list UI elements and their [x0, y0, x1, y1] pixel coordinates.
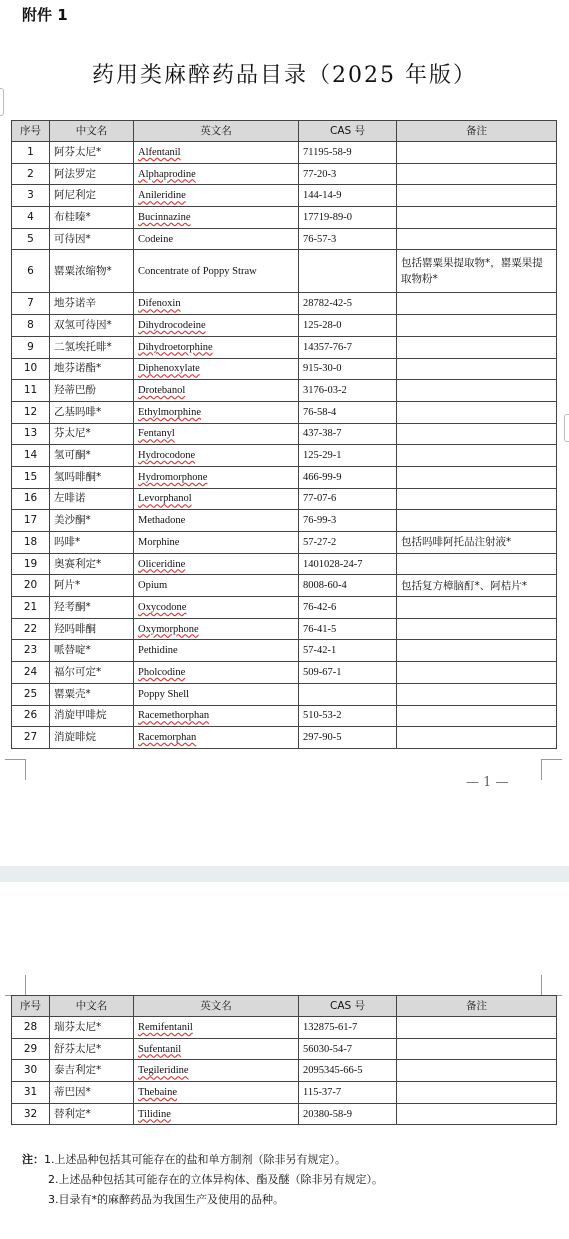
cell-cas: 125-29-1 — [299, 445, 397, 467]
cell-english-name — [134, 185, 299, 207]
cell-note — [397, 142, 557, 164]
cell-index: 17 — [12, 510, 50, 532]
cell-note: 包括复方樟脑酊*、阿桔片* — [397, 575, 557, 597]
cell-english-name — [134, 1082, 299, 1104]
col-header-note: 备注 — [397, 121, 557, 142]
cell-english-name — [134, 1103, 299, 1125]
cell-note — [397, 401, 557, 423]
cell-chinese-name: 地芬诺辛 — [50, 293, 134, 315]
cell-english-name: Opium — [134, 575, 299, 597]
table-row — [12, 1017, 557, 1039]
page-corner-mark — [5, 975, 26, 996]
english-name-text: Oxymorphone — [138, 623, 199, 635]
english-name-text: Hydromorphone — [138, 471, 208, 483]
cell-index: 12 — [12, 401, 50, 423]
cell-english-name — [134, 315, 299, 337]
cell-cas: 466-99-9 — [299, 466, 397, 488]
cell-english-name: Concentrate of Poppy Straw — [134, 250, 299, 293]
cell-cas: 125-28-0 — [299, 315, 397, 337]
cell-chinese-name: 奥赛利定* — [50, 553, 134, 575]
cell-english-name — [134, 618, 299, 640]
english-name-text: Difenoxin — [138, 298, 181, 310]
cell-english-name — [134, 142, 299, 164]
col-header-cas: CAS 号 — [299, 996, 397, 1017]
english-name-text: Oxycodone — [138, 601, 187, 613]
cell-cas: 3176-03-2 — [299, 380, 397, 402]
table-row — [12, 618, 557, 640]
cell-cas: 17719-89-0 — [299, 207, 397, 229]
attachment-label: 附件 1 — [22, 6, 68, 24]
cell-cas: 437-38-7 — [299, 423, 397, 445]
cell-chinese-name: 泰吉利定* — [50, 1060, 134, 1082]
cell-index: 2 — [12, 163, 50, 185]
cell-note — [397, 553, 557, 575]
cell-note — [397, 315, 557, 337]
cell-index: 7 — [12, 293, 50, 315]
cell-english-name — [134, 488, 299, 510]
cell-chinese-name: 罂粟壳* — [50, 683, 134, 705]
cell-note — [397, 185, 557, 207]
cell-english-name — [134, 336, 299, 358]
col-header-cas: CAS 号 — [299, 121, 397, 142]
cell-chinese-name: 消旋甲啡烷 — [50, 705, 134, 727]
cell-index: 26 — [12, 705, 50, 727]
page-corner-mark — [541, 975, 562, 996]
cell-english-name — [134, 705, 299, 727]
cell-note: 包括罂粟果提取物*，罂粟果提取物粉* — [397, 250, 557, 293]
cell-cas: 20380-58-9 — [299, 1103, 397, 1125]
cell-english-name: Morphine — [134, 532, 299, 554]
cell-index: 8 — [12, 315, 50, 337]
cell-note — [397, 1038, 557, 1060]
cell-index: 19 — [12, 553, 50, 575]
col-header-note: 备注 — [397, 996, 557, 1017]
cell-cas: 76-58-4 — [299, 401, 397, 423]
english-name-text: Dihydroetorphine — [138, 341, 213, 353]
cell-index: 1 — [12, 142, 50, 164]
right-margin-marker — [564, 414, 569, 442]
cell-note — [397, 380, 557, 402]
cell-index: 24 — [12, 662, 50, 684]
cell-english-name — [134, 293, 299, 315]
cell-cas: 8008-60-4 — [299, 575, 397, 597]
table-row — [12, 293, 557, 315]
cell-english-name — [134, 358, 299, 380]
cell-cas: 297-90-5 — [299, 727, 397, 749]
cell-index: 18 — [12, 532, 50, 554]
cell-english-name — [134, 597, 299, 619]
english-name-text: Fentanyl — [138, 428, 175, 440]
cell-note — [397, 163, 557, 185]
english-name-text: Hydrocodone — [138, 450, 196, 462]
cell-cas: 76-57-3 — [299, 228, 397, 250]
english-name-text: Tilidine — [138, 1108, 171, 1120]
english-name-text: Levorphanol — [138, 493, 192, 505]
cell-index: 10 — [12, 358, 50, 380]
cell-chinese-name: 芬太尼* — [50, 423, 134, 445]
table-header-row — [12, 121, 557, 142]
cell-chinese-name: 福尔可定* — [50, 662, 134, 684]
cell-chinese-name: 舒芬太尼* — [50, 1038, 134, 1060]
cell-chinese-name: 阿法罗定 — [50, 163, 134, 185]
table-row — [12, 553, 557, 575]
english-name-text: Thebaine — [138, 1086, 178, 1098]
page-corner-mark — [541, 759, 562, 780]
cell-chinese-name: 罂粟浓缩物* — [50, 250, 134, 293]
table-row — [12, 380, 557, 402]
cell-note — [397, 1060, 557, 1082]
cell-english-name — [134, 401, 299, 423]
table-row — [12, 532, 557, 554]
cell-cas: 28782-42-5 — [299, 293, 397, 315]
cell-note — [397, 618, 557, 640]
cell-note — [397, 423, 557, 445]
cell-chinese-name: 蒂巴因* — [50, 1082, 134, 1104]
cell-cas: 76-99-3 — [299, 510, 397, 532]
note-text: 2.上述品种包括其可能存在的立体异构体、酯及醚（除非另有规定）。 — [48, 1173, 383, 1186]
cell-index: 14 — [12, 445, 50, 467]
cell-chinese-name: 可待因* — [50, 228, 134, 250]
cell-index: 9 — [12, 336, 50, 358]
cell-english-name — [134, 163, 299, 185]
cell-index: 29 — [12, 1038, 50, 1060]
cell-index: 13 — [12, 423, 50, 445]
drug-table-page-2 — [11, 995, 557, 1125]
cell-english-name — [134, 662, 299, 684]
cell-note — [397, 597, 557, 619]
english-name-text: Bucinnazine — [138, 211, 191, 223]
cell-chinese-name: 消旋啡烷 — [50, 727, 134, 749]
cell-chinese-name: 羟蒂巴酚 — [50, 380, 134, 402]
cell-chinese-name: 替利定* — [50, 1103, 134, 1125]
cell-chinese-name: 地芬诺酯* — [50, 358, 134, 380]
cell-index: 32 — [12, 1103, 50, 1125]
cell-note — [397, 228, 557, 250]
cell-chinese-name: 布桂嗪* — [50, 207, 134, 229]
english-name-text: Remifentanil — [138, 1021, 193, 1033]
english-name-text: Anileridine — [138, 190, 186, 202]
cell-chinese-name: 乙基吗啡* — [50, 401, 134, 423]
note-line — [22, 1150, 383, 1170]
note-line — [22, 1190, 383, 1210]
cell-note — [397, 336, 557, 358]
cell-note — [397, 358, 557, 380]
table-row — [12, 510, 557, 532]
cell-note — [397, 207, 557, 229]
col-header-english-name: 英文名 — [134, 121, 299, 142]
table-row — [12, 207, 557, 229]
cell-index: 28 — [12, 1017, 50, 1039]
cell-note — [397, 466, 557, 488]
cell-index: 6 — [12, 250, 50, 293]
cell-cas — [299, 683, 397, 705]
cell-note — [397, 488, 557, 510]
english-name-text: Pholcodine — [138, 666, 186, 678]
table-row — [12, 142, 557, 164]
cell-english-name: Pethidine — [134, 640, 299, 662]
notes-lead: 注： — [22, 1153, 44, 1166]
table-row — [12, 163, 557, 185]
cell-chinese-name: 双氢可待因* — [50, 315, 134, 337]
table-row — [12, 250, 557, 293]
cell-note — [397, 705, 557, 727]
cell-english-name — [134, 207, 299, 229]
table-row — [12, 358, 557, 380]
table-row — [12, 705, 557, 727]
cell-cas: 76-41-5 — [299, 618, 397, 640]
cell-chinese-name: 二氢埃托啡* — [50, 336, 134, 358]
cell-note — [397, 640, 557, 662]
cell-index: 4 — [12, 207, 50, 229]
page-number: — 1 — — [466, 775, 509, 790]
cell-note — [397, 727, 557, 749]
cell-chinese-name: 氢吗啡酮* — [50, 466, 134, 488]
cell-note — [397, 1017, 557, 1039]
table-row — [12, 466, 557, 488]
cell-cas: 14357-76-7 — [299, 336, 397, 358]
cell-chinese-name: 羟吗啡酮 — [50, 618, 134, 640]
table-row — [12, 1060, 557, 1082]
cell-cas: 1401028-24-7 — [299, 553, 397, 575]
cell-note — [397, 510, 557, 532]
cell-english-name — [134, 553, 299, 575]
cell-chinese-name: 羟考酮* — [50, 597, 134, 619]
cell-english-name — [134, 466, 299, 488]
table-row — [12, 662, 557, 684]
cell-note — [397, 445, 557, 467]
cell-index: 23 — [12, 640, 50, 662]
cell-cas: 57-27-2 — [299, 532, 397, 554]
cell-chinese-name: 哌替啶* — [50, 640, 134, 662]
table-row — [12, 640, 557, 662]
table-row — [12, 683, 557, 705]
cell-chinese-name: 吗啡* — [50, 532, 134, 554]
col-header-chinese-name: 中文名 — [50, 996, 134, 1017]
table-row — [12, 1103, 557, 1125]
cell-cas: 132875-61-7 — [299, 1017, 397, 1039]
cell-chinese-name: 美沙酮* — [50, 510, 134, 532]
english-name-text: Racemethorphan — [138, 710, 210, 722]
table-row — [12, 336, 557, 358]
col-header-index: 序号 — [12, 121, 50, 142]
english-name-text: Dihydrocodeine — [138, 319, 206, 331]
cell-english-name — [134, 727, 299, 749]
cell-index: 21 — [12, 597, 50, 619]
english-name-text: Diphenoxylate — [138, 363, 200, 375]
table-row — [12, 1038, 557, 1060]
table-row — [12, 423, 557, 445]
table-row — [12, 597, 557, 619]
note-text: 3.目录有*的麻醉药品为我国生产及使用的品种。 — [48, 1193, 284, 1206]
cell-cas: 77-07-6 — [299, 488, 397, 510]
cell-index: 11 — [12, 380, 50, 402]
english-name-text: Alfentanil — [138, 146, 181, 158]
english-name-text: Ethylmorphine — [138, 406, 201, 418]
table-row — [12, 185, 557, 207]
cell-index: 5 — [12, 228, 50, 250]
table-row — [12, 727, 557, 749]
cell-cas: 144-14-9 — [299, 185, 397, 207]
cell-index: 15 — [12, 466, 50, 488]
cell-english-name — [134, 380, 299, 402]
cell-english-name — [134, 1060, 299, 1082]
cell-note — [397, 1082, 557, 1104]
drug-table-page-1 — [11, 120, 557, 749]
cell-index: 20 — [12, 575, 50, 597]
english-name-text: Oliceridine — [138, 558, 186, 570]
page-title: 药用类麻醉药品目录（2025 年版） — [92, 63, 477, 88]
col-header-english-name: 英文名 — [134, 996, 299, 1017]
cell-cas: 915-30-0 — [299, 358, 397, 380]
table-row — [12, 401, 557, 423]
cell-index: 3 — [12, 185, 50, 207]
cell-english-name — [134, 1017, 299, 1039]
cell-cas: 2095345-66-5 — [299, 1060, 397, 1082]
english-name-text: Tegileridine — [138, 1065, 189, 1077]
cell-cas: 56030-54-7 — [299, 1038, 397, 1060]
cell-cas: 509-67-1 — [299, 662, 397, 684]
cell-note — [397, 1103, 557, 1125]
cell-note — [397, 293, 557, 315]
table-row — [12, 488, 557, 510]
col-header-chinese-name: 中文名 — [50, 121, 134, 142]
cell-chinese-name: 左啡诺 — [50, 488, 134, 510]
cell-english-name: Poppy Shell — [134, 683, 299, 705]
table-row — [12, 575, 557, 597]
col-header-index: 序号 — [12, 996, 50, 1017]
table-row — [12, 315, 557, 337]
cell-cas: 77-20-3 — [299, 163, 397, 185]
cell-chinese-name: 氢可酮* — [50, 445, 134, 467]
note-text: 1.上述品种包括其可能存在的盐和单方制剂（除非另有规定）。 — [44, 1153, 346, 1166]
cell-cas: 71195-58-9 — [299, 142, 397, 164]
cell-note — [397, 683, 557, 705]
cell-index: 27 — [12, 727, 50, 749]
cell-chinese-name: 阿芬太尼* — [50, 142, 134, 164]
page-separator — [0, 866, 569, 882]
cell-english-name — [134, 423, 299, 445]
page-corner-mark — [5, 759, 26, 780]
cell-cas — [299, 250, 397, 293]
cell-index: 16 — [12, 488, 50, 510]
cell-cas: 76-42-6 — [299, 597, 397, 619]
cell-chinese-name: 瑞芬太尼* — [50, 1017, 134, 1039]
cell-chinese-name: 阿尼利定 — [50, 185, 134, 207]
cell-index: 30 — [12, 1060, 50, 1082]
note-line — [22, 1170, 383, 1190]
left-margin-marker — [0, 88, 4, 116]
cell-cas: 57-42-1 — [299, 640, 397, 662]
cell-english-name: Methadone — [134, 510, 299, 532]
cell-chinese-name: 阿片* — [50, 575, 134, 597]
english-name-text: Sufentanil — [138, 1043, 182, 1055]
table-row — [12, 1082, 557, 1104]
cell-english-name — [134, 445, 299, 467]
cell-index: 22 — [12, 618, 50, 640]
cell-note: 包括吗啡阿托品注射液* — [397, 532, 557, 554]
cell-cas: 510-53-2 — [299, 705, 397, 727]
cell-index: 31 — [12, 1082, 50, 1104]
cell-note — [397, 662, 557, 684]
english-name-text: Racemorphan — [138, 732, 197, 744]
table-row — [12, 445, 557, 467]
cell-english-name: Codeine — [134, 228, 299, 250]
cell-english-name — [134, 1038, 299, 1060]
cell-cas: 115-37-7 — [299, 1082, 397, 1104]
english-name-text: Alphaprodine — [138, 168, 196, 180]
table-header-row — [12, 996, 557, 1017]
table-row — [12, 228, 557, 250]
notes-section — [22, 1150, 383, 1210]
english-name-text: Drotebanol — [138, 385, 186, 397]
cell-index: 25 — [12, 683, 50, 705]
